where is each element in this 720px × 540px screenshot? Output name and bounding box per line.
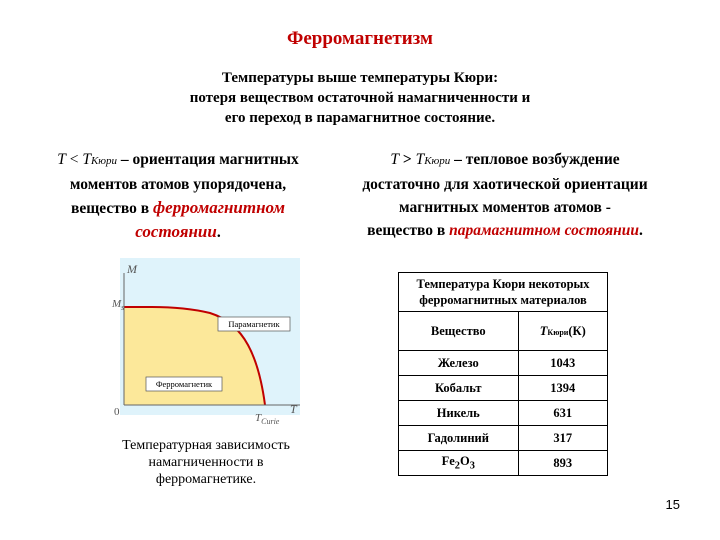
curie-temperature-table <box>398 272 608 476</box>
t-curie-symbol: T <box>415 151 425 168</box>
below-curie-line4 <box>28 220 328 244</box>
ferromagnetic-state: состоянии <box>135 222 217 241</box>
tc-label: $T_{Curie}$ <box>255 412 280 426</box>
substance-cell: Никель <box>399 401 519 426</box>
para-label: Парамагнетик <box>228 319 280 329</box>
lt-sign: < <box>65 151 83 168</box>
table-column-headers <box>399 312 608 351</box>
unit: (К) <box>568 323 586 338</box>
formula-subscript: 2 <box>454 460 460 472</box>
t-symbol: T <box>57 151 66 168</box>
paramagnetic-state: парамагнитном состоянии <box>449 222 640 239</box>
caption-line: намагниченности в <box>148 455 264 470</box>
curie-subscript: Кюри <box>424 155 451 167</box>
caption-line: Температурная зависимость <box>122 438 290 453</box>
table-row <box>399 351 608 376</box>
below-curie-line3 <box>28 196 328 220</box>
t-curie-symbol: T <box>82 151 91 168</box>
substance-cell: Железо <box>399 351 519 376</box>
table-caption-line: ферромагнитных материалов <box>419 293 587 307</box>
substance-cell: Гадолиний <box>399 426 519 451</box>
table-caption <box>399 273 608 312</box>
t-symbol: T <box>390 151 399 168</box>
below-curie-rest: – ориентация магнитных <box>117 151 299 168</box>
substance-cell <box>399 451 519 476</box>
ms-label: $M_s$ <box>112 298 125 312</box>
page-number: 15 <box>665 497 680 512</box>
magnetization-plot <box>100 255 315 435</box>
substance-cell: Кобальт <box>399 376 519 401</box>
table-row <box>399 451 608 476</box>
temperature-cell: 317 <box>518 426 607 451</box>
ferromagnetic-phase: ферромагнитном <box>153 198 286 217</box>
below-curie-line2: моментов атомов упорядочена, <box>69 176 287 193</box>
formula-part: Fe <box>441 454 455 469</box>
intro-text <box>130 68 590 128</box>
table-row <box>399 401 608 426</box>
y-axis-label: M <box>127 262 137 276</box>
x-axis-label: T <box>290 402 297 416</box>
below-curie-text <box>28 148 328 244</box>
intro-line: его переход в парамагнитное состояние. <box>224 110 496 126</box>
above-curie-line3: магнитных моментов атомов - <box>399 199 611 216</box>
above-curie-prefix: вещество в <box>367 222 450 239</box>
gt-sign: > <box>398 151 416 168</box>
above-curie-line1 <box>325 148 685 173</box>
curie-subscript: Кюри <box>90 155 117 167</box>
column-header-temperature <box>518 312 607 351</box>
formula-part: O <box>460 454 470 469</box>
curie-subscript: Кюри <box>547 327 569 337</box>
period: . <box>639 222 643 239</box>
temperature-cell: 1043 <box>518 351 607 376</box>
caption-line: ферромагнетике. <box>155 472 257 487</box>
table-row <box>399 376 608 401</box>
formula-subscript: 3 <box>469 460 475 472</box>
period: . <box>216 224 221 241</box>
table-row <box>399 426 608 451</box>
ferro-label: Ферромагнетик <box>155 379 213 389</box>
t-symbol: T <box>539 323 548 338</box>
column-header-substance: Вещество <box>399 312 519 351</box>
slide-title: Ферромагнетизм <box>287 28 433 49</box>
below-curie-line1 <box>28 148 328 173</box>
temperature-cell: 631 <box>518 401 607 426</box>
plot-caption <box>96 437 316 488</box>
table-caption-line: Температура Кюри некоторых <box>416 277 590 291</box>
temperature-cell: 893 <box>518 451 607 476</box>
temperature-cell: 1394 <box>518 376 607 401</box>
above-curie-line4 <box>325 219 685 242</box>
above-curie-line2: достаточно для хаотической ориентации <box>362 176 648 193</box>
above-curie-rest: – тепловое возбуждение <box>450 151 620 168</box>
zero-label: 0 <box>114 406 120 418</box>
intro-line: Температуры выше температуры Кюри: <box>221 70 499 86</box>
table-header-row <box>399 273 608 312</box>
above-curie-text <box>325 148 685 242</box>
below-curie-prefix: вещество в <box>70 200 153 217</box>
intro-line: потеря веществом остаточной намагниченности и <box>189 90 531 106</box>
